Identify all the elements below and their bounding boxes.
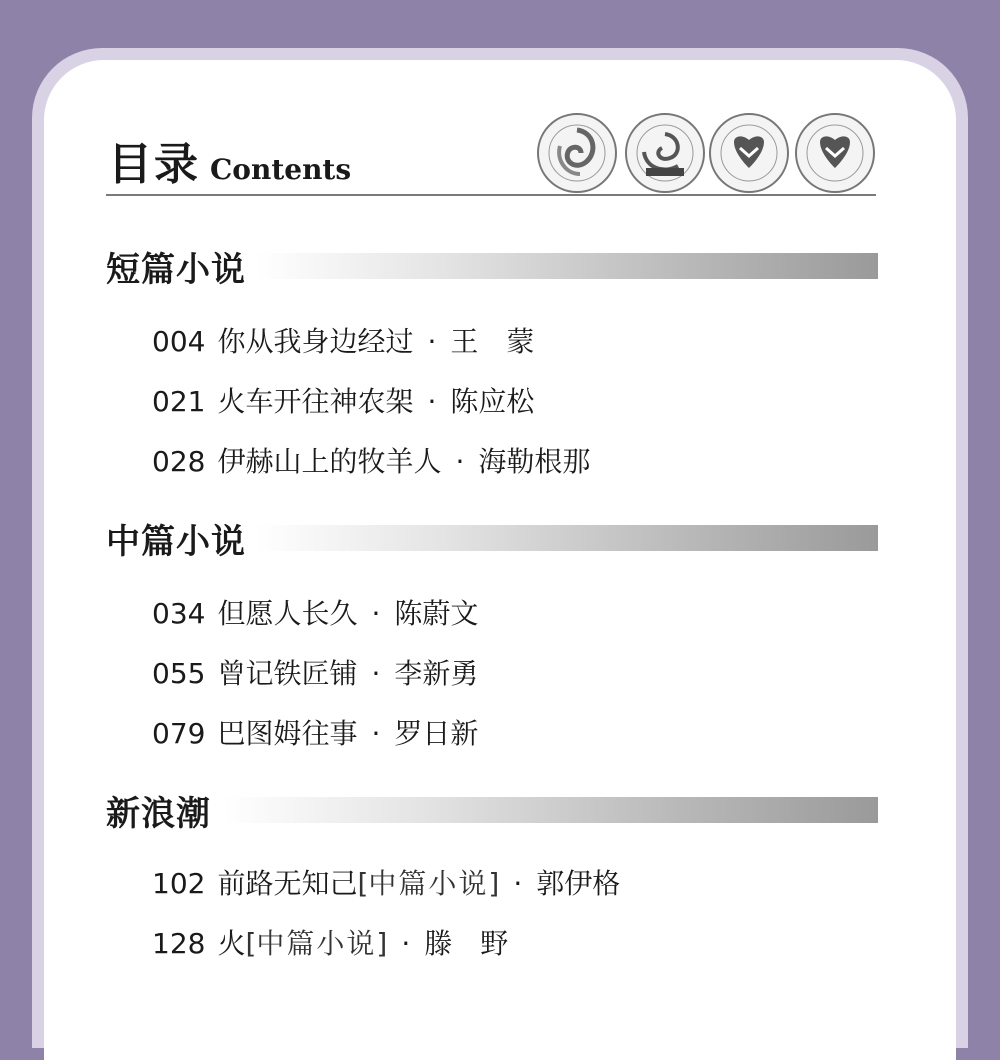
page-number: 034 [152,597,206,630]
work-title: 巴图姆往事 [217,717,358,750]
section-bar [256,253,878,279]
toc-entry[interactable] [152,654,478,694]
page-number: 128 [152,927,206,960]
toc-entry[interactable] [152,594,478,634]
work-title: 火车开往神农架 [217,385,414,418]
section-title: 短篇小说 [106,250,246,290]
section-heading [106,248,878,290]
page-number: 028 [152,445,206,478]
beauty-of-periodicals-seal-icon [708,112,790,194]
section-bar [256,525,878,551]
toc-entry[interactable] [152,864,620,904]
toc-entry[interactable] [152,924,508,964]
work-title: 伊赫山上的牧羊人 [217,445,442,478]
author: 罗日新 [394,717,479,750]
toc-entry[interactable] [152,382,534,422]
work-title: 曾记铁匠铺 [217,657,358,690]
toc-entry[interactable] [152,322,534,362]
separator: · [513,867,523,900]
page-title [108,128,351,192]
author: 郭伊格 [536,867,621,900]
author: 李新勇 [394,657,479,690]
author: 王 蒙 [450,325,535,358]
section-heading [106,520,878,562]
section-title: 新浪潮 [106,794,211,834]
periodical-award-seal-icon [536,112,618,194]
separator: · [455,445,465,478]
double-award-seal-icon [624,112,706,194]
separator: · [371,657,381,690]
bracket-open: [ [357,867,369,900]
bracket-close: ] [376,927,388,960]
toc-entry[interactable] [152,714,478,754]
author: 滕 野 [424,927,509,960]
page-number: 055 [152,657,206,690]
page-number: 079 [152,717,206,750]
section-title: 中篇小说 [106,522,246,562]
section-bar [224,797,878,823]
beauty-of-periodicals-seal-icon [794,112,876,194]
work-title: 你从我身边经过 [217,325,414,358]
separator: · [371,717,381,750]
separator: · [427,325,437,358]
toc-entry[interactable] [152,442,590,482]
work-title: 火 [217,927,246,960]
author: 陈蔚文 [394,597,479,630]
section-heading [106,792,878,834]
page-number: 021 [152,385,206,418]
page-number: 102 [152,867,206,900]
award-seals [536,112,880,196]
separator: · [401,927,411,960]
genre-note: 中篇小说 [256,927,377,960]
title-en: Contents [210,153,352,186]
title-cn: 目录 [108,139,200,190]
genre-note: 中篇小说 [368,867,489,900]
author: 海勒根那 [478,445,591,478]
title-divider [106,194,876,196]
bracket-close: ] [488,867,500,900]
author: 陈应松 [450,385,535,418]
bracket-open: [ [245,927,257,960]
page-number: 004 [152,325,206,358]
work-title: 但愿人长久 [217,597,358,630]
work-title: 前路无知己 [217,867,358,900]
separator: · [427,385,437,418]
separator: · [371,597,381,630]
